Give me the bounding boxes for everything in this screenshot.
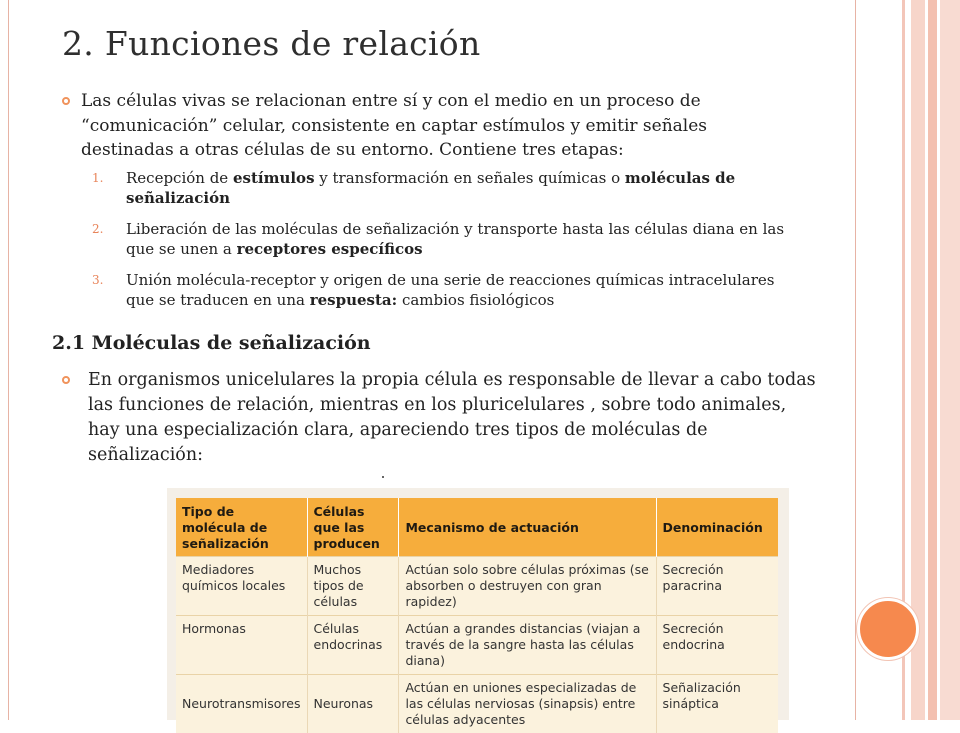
left-border-line xyxy=(8,0,9,720)
step-text: Recepción de xyxy=(126,169,233,187)
table-cell: Actúan en uniones especializadas de las células nerviosas (sinapsis) entre células adyacentes xyxy=(399,675,656,733)
step-text: Liberación de las moléculas de señalización y transporte hasta las células diana en las que se unen a xyxy=(126,220,784,258)
table-header-cell: Denominación xyxy=(656,498,778,557)
step-bold-term: moléculas de señalización xyxy=(126,169,735,207)
table-header-cell: Células que las producen xyxy=(307,498,399,557)
step-bold-term: estímulos xyxy=(233,169,315,187)
table-cell: Secreción endocrina xyxy=(656,616,778,675)
table-cell: Muchos tipos de células xyxy=(307,557,399,616)
step-number: 3. xyxy=(92,270,103,290)
step-number: 2. xyxy=(92,219,103,239)
table-cell: Señalización sináptica xyxy=(656,675,778,733)
steps-list xyxy=(92,168,792,321)
decorative-circle xyxy=(857,598,919,660)
section-subtitle: 2.1 Moléculas de señalización xyxy=(52,332,371,354)
step-text: Unión molécula-receptor y origen de una serie de reacciones químicas intracelulares que se traducen en una xyxy=(126,271,774,309)
table-cell: Células endocrinas xyxy=(307,616,399,675)
table-cell: Actúan solo sobre células próximas (se absorben o destruyen con gran rapidez) xyxy=(399,557,656,616)
table-cell: Neurotransmisores xyxy=(176,675,307,733)
table-cell: Neuronas xyxy=(307,675,399,733)
table-cell: Hormonas xyxy=(176,616,307,675)
table-cell: Actúan a grandes distancias (viajan a través de la sangre hasta las células diana) xyxy=(399,616,656,675)
stray-dot xyxy=(382,476,384,478)
step-number: 1. xyxy=(92,168,103,188)
table-header-cell: Tipo de molécula de señalización xyxy=(176,498,307,557)
step-bold-term: respuesta: xyxy=(310,291,397,309)
step-item-2 xyxy=(92,219,792,259)
table-header-cell: Mecanismo de actuación xyxy=(399,498,656,557)
step-text: y transformación en señales químicas o xyxy=(315,169,625,187)
bullet-icon xyxy=(62,97,70,105)
step-bold-term: receptores específicos xyxy=(237,240,423,258)
table-row xyxy=(176,675,778,733)
table-row xyxy=(176,616,778,675)
step-text: cambios fisiológicos xyxy=(397,291,554,309)
bullet-icon xyxy=(62,376,70,384)
right-border-line xyxy=(855,0,856,720)
slide-title: 2. Funciones de relación xyxy=(62,24,481,63)
step-item-1 xyxy=(92,168,792,208)
table-row xyxy=(176,557,778,616)
intro-paragraph: Las células vivas se relacionan entre sí y con el medio en un proceso de “comunicación” celular, consistente en captar estímulos y emitir señales destinadas a otras células de su entorno. Contiene tres etapas: xyxy=(81,89,801,163)
step-item-3 xyxy=(92,270,792,310)
table-cell: Mediadores químicos locales xyxy=(176,557,307,616)
body-paragraph: En organismos unicelulares la propia célula es responsable de llevar a cabo todas las funciones de relación, mientras en los pluricelulares , sobre todo animales, hay una especialización clara, apareciendo tres tipos de moléculas de señalización: xyxy=(88,368,818,468)
signaling-molecules-table xyxy=(176,498,778,733)
table-cell: Secreción paracrina xyxy=(656,557,778,616)
table-header-row xyxy=(176,498,778,557)
